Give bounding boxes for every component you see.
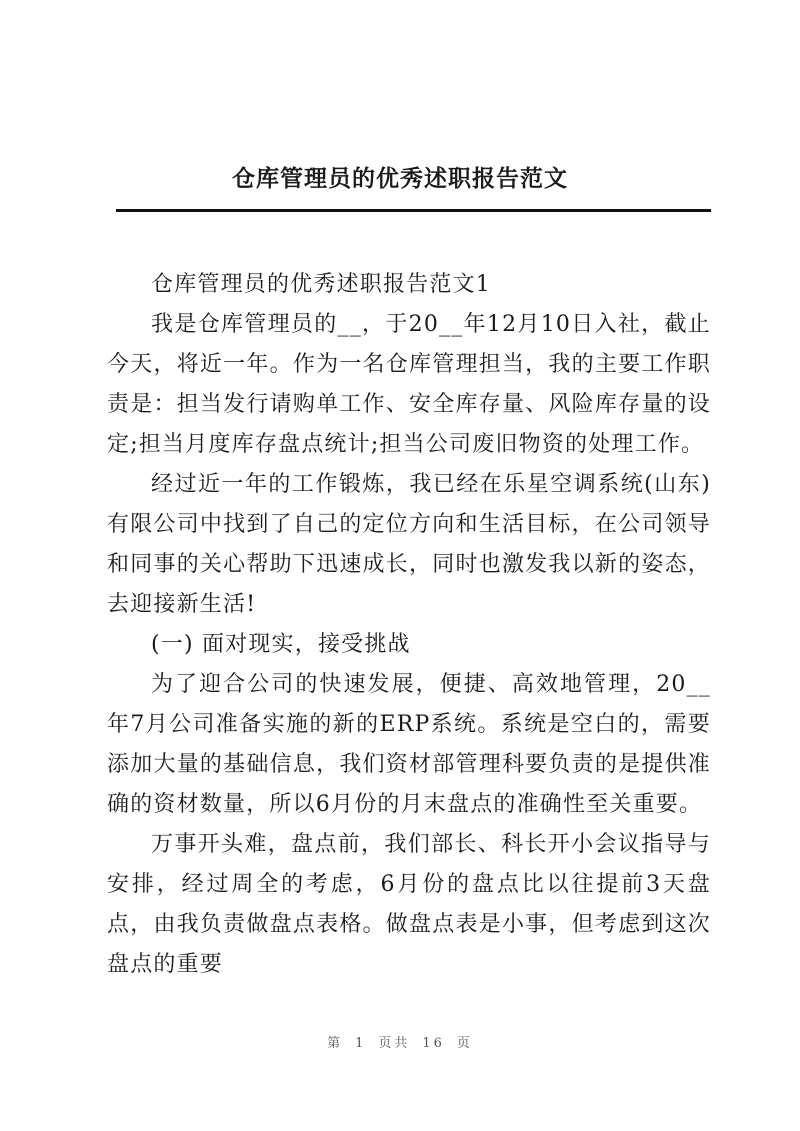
section-heading: (一) 面对现实，接受挑战: [151, 632, 411, 657]
paragraph-inventory: 万事开头难，盘点前，我们部长、科长开小会议指导与安排，经过周全的考虑，6月份的盘点比以往提前3天盘点，由我负责做盘点表格。做盘点表是小事，但考虑到这次盘点的重要: [107, 832, 711, 977]
footer-label-page: 第: [327, 1036, 344, 1051]
footer-label-pages: 页: [456, 1036, 473, 1051]
paragraph-heading: 仓库管理员的优秀述职报告范文1: [151, 272, 491, 297]
page-footer: [0, 1032, 800, 1051]
title-divider: [116, 209, 711, 212]
paragraph-growth: 经过近一年的工作锻炼，我已经在乐星空调系统(山东)有限公司中找到了自己的定位方向和生活目标，在公司领导和同事的关心帮助下迅速成长，同时也激发我以新的姿态，去迎接新生活!: [107, 472, 711, 617]
paragraph-intro: 我是仓库管理员的__，于20__年12月10日入社，截止今天，将近一年。作为一名仓库管理担当，我的主要工作职责是：担当发行请购单工作、安全库存量、风险库存量的设定;担当月度库存盘点统计;担当公司废旧物资的处理工作。: [107, 312, 711, 457]
footer-label-of: 页共: [378, 1036, 411, 1051]
footer-current-page: 1: [355, 1036, 367, 1051]
footer-total-pages: 16: [422, 1036, 445, 1051]
paragraph-erp: 为了迎合公司的快速发展，便捷、高效地管理，20__年7月公司准备实施的新的ERP系统。系统是空白的，需要添加大量的基础信息，我们资材部管理科要负责的是提供准确的资材数量，所以6月份的月末盘点的准确性至关重要。: [107, 672, 711, 817]
document-body: [107, 265, 711, 985]
document-title: 仓库管理员的优秀述职报告范文: [232, 166, 568, 192]
